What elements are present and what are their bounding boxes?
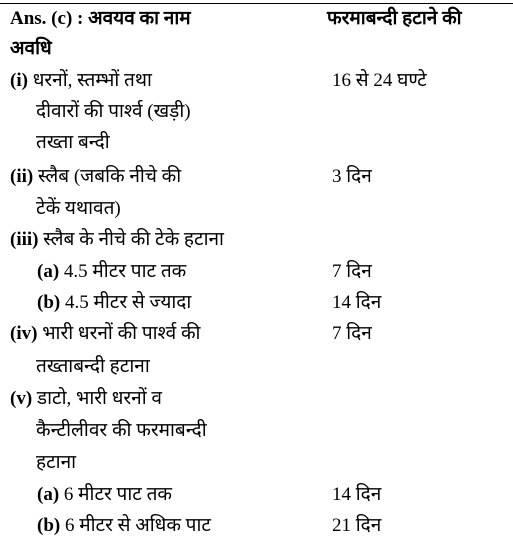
- sub-item-row: [37, 292, 191, 314]
- sub-item-label: (a): [37, 261, 60, 282]
- sub-item-text: 4.5 मीटर से ज्यादा: [64, 292, 192, 313]
- sub-item-row: [37, 484, 172, 506]
- answer-heading: Ans. (c) : अवयव का नाम: [10, 8, 191, 29]
- removal-heading: फरमाबन्दी हटाने की: [327, 8, 462, 29]
- item-text: हटाना: [36, 452, 77, 473]
- item-text: भारी धरनों की पार्श्व की: [42, 323, 201, 344]
- item-row: [10, 70, 152, 92]
- sub-item-label: (b): [37, 292, 61, 313]
- item-text: डाटो, भारी धरनों व: [36, 388, 162, 409]
- sub-item-row: [37, 515, 211, 537]
- item-text: स्लैब (जबकि नीचे की: [37, 166, 182, 187]
- sub-item-text: 4.5 मीटर पाट तक: [63, 261, 187, 282]
- item-number: (v): [10, 388, 33, 409]
- item-text: तख्ताबन्दी हटाना: [36, 356, 150, 377]
- item-time: 3 दिन: [332, 166, 372, 187]
- sub-item-label: (b): [37, 515, 61, 536]
- top-rule: [0, 3, 513, 4]
- sub-item-row: [37, 261, 186, 283]
- item-text: स्लैब के नीचे की टेके हटाना: [43, 229, 224, 250]
- item-row: [10, 229, 224, 251]
- sub-item-text: 6 मीटर पाट तक: [63, 484, 172, 505]
- item-text: तख्ता बन्दी: [36, 132, 110, 153]
- item-row: [10, 166, 181, 188]
- item-number: (iv): [10, 323, 38, 344]
- item-row: [10, 323, 200, 345]
- sub-item-time: 14 दिन: [332, 292, 382, 313]
- item-number: (i): [10, 70, 28, 91]
- sub-item-time: 7 दिन: [332, 261, 372, 282]
- sub-item-time: 21 दिन: [332, 515, 382, 536]
- item-text: दीवारों की पार्श्व (खड़ी): [36, 101, 191, 122]
- sub-item-time: 14 दिन: [332, 484, 382, 505]
- item-text: टेकें यथावत): [36, 198, 121, 219]
- item-number: (ii): [10, 166, 34, 187]
- item-text: कैन्टीलीवर की फरमाबन्दी: [36, 420, 207, 441]
- sub-item-text: 6 मीटर से अधिक पाट: [64, 515, 211, 536]
- period-heading: अवधि: [10, 38, 52, 59]
- item-number: (iii): [10, 229, 39, 250]
- item-text: धरनों, स्तम्भों तथा: [32, 70, 152, 91]
- item-time: 7 दिन: [332, 323, 372, 344]
- item-row: [10, 388, 162, 410]
- sub-item-label: (a): [37, 484, 60, 505]
- item-time: 16 से 24 घण्टे: [332, 70, 427, 91]
